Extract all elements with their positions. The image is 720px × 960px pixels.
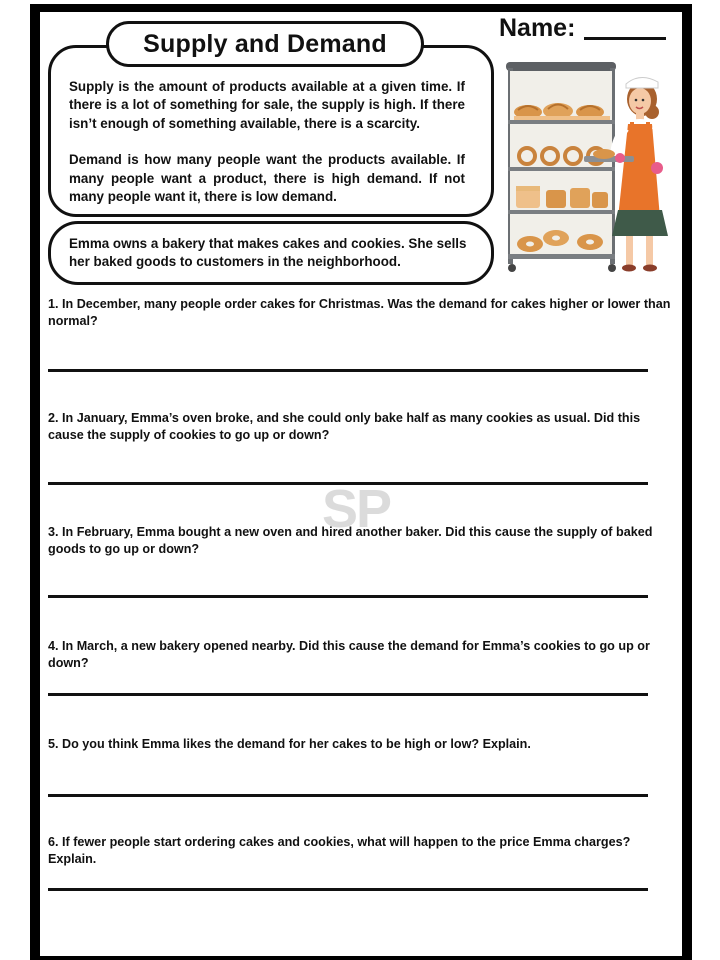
- question-4: 4. In March, a new bakery opened nearby. Did this cause the demand for Emma’s cookies to go up or down?: [48, 639, 650, 670]
- answer-line-1[interactable]: [48, 369, 648, 372]
- question-5: 5. Do you think Emma likes the demand for her cakes to be high or low? Explain.: [48, 737, 531, 751]
- worksheet-title: Supply and Demand: [106, 21, 424, 67]
- question-1: 1. In December, many people order cakes for Christmas. Was the demand for cakes higher or lower than normal?: [48, 297, 671, 328]
- answer-line-3[interactable]: [48, 595, 648, 598]
- watermark: SP: [322, 479, 391, 539]
- name-label: Name:: [499, 14, 576, 42]
- question-6: 6. If fewer people start ordering cakes and cookies, what will happen to the price Emma charges? Explain.: [48, 835, 631, 866]
- story-box: [48, 221, 494, 285]
- answer-line-5[interactable]: [48, 794, 648, 797]
- answer-line-4[interactable]: [48, 693, 648, 696]
- bakery-illustration: [500, 58, 680, 286]
- question-3: 3. In February, Emma bought a new oven and hired another baker. Did this cause the supply of baked goods to go up or down?: [48, 525, 653, 556]
- name-field-line[interactable]: [584, 37, 666, 40]
- definitions-box: [48, 45, 494, 217]
- question-2: 2. In January, Emma’s oven broke, and she could only bake half as many cookies as usual. Did this cause the supply of cookies to go up or down?: [48, 411, 641, 442]
- answer-line-6[interactable]: [48, 888, 648, 891]
- story-text: Emma owns a bakery that makes cakes and cookies. She sells her baked goods to customers in the neighborhood.: [69, 236, 467, 270]
- demand-definition: Demand is how many people want the products available. If many people want a product, there is high demand. If not many people want it, there is low demand.: [69, 152, 465, 205]
- supply-definition: Supply is the amount of products available at a given time. If there is a lot of something for sale, the supply is high. If there isn’t enough of something available, there is a scarcity.: [69, 79, 465, 131]
